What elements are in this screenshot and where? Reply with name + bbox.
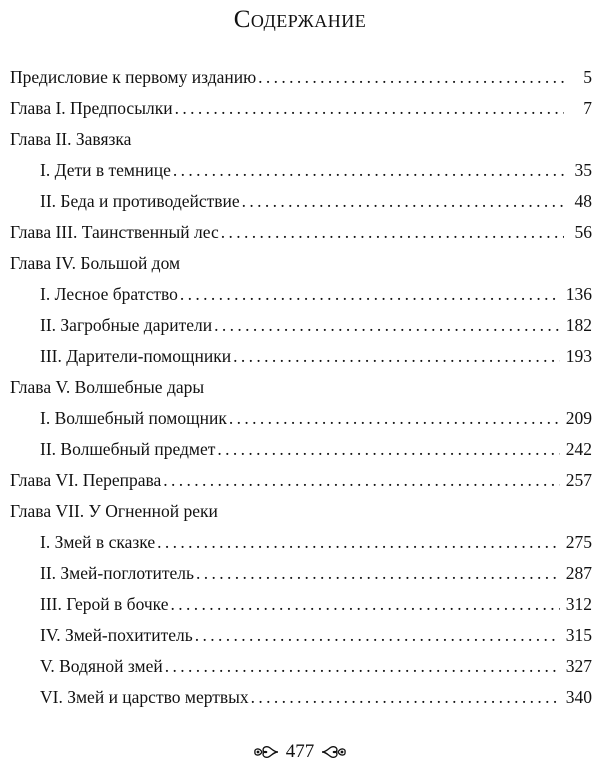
toc-entry-label: II. Загробные дарители	[40, 315, 213, 335]
toc-entry-page: 136	[565, 284, 592, 304]
toc-entry-label: III. Герой в бочке	[40, 594, 169, 614]
toc-entry-page: 5	[583, 67, 592, 87]
page-number: 477	[285, 741, 315, 762]
toc-entry-label: II. Волшебный предмет	[40, 439, 216, 459]
dot-leader	[180, 279, 560, 309]
toc-entry-page: 35	[574, 160, 592, 180]
toc-entry	[40, 527, 592, 557]
toc-entry-label: Глава IV. Большой дом	[10, 253, 181, 273]
toc-entry	[40, 341, 592, 371]
toc-entry	[10, 372, 592, 402]
toc-entry	[40, 589, 592, 619]
toc-entry	[40, 186, 592, 216]
toc-entry-page: 315	[565, 625, 592, 645]
dot-leader	[173, 155, 564, 185]
toc-entry-label: I. Лесное братство	[40, 284, 178, 304]
toc-entry-label: III. Дарители-помощники	[40, 346, 232, 366]
toc-entry-label: Глава III. Таинственный лес	[10, 222, 219, 242]
dot-leader	[217, 434, 559, 464]
toc-entry-label: Глава VII. У Огненной реки	[10, 501, 218, 521]
toc-entry	[10, 248, 592, 278]
dot-leader	[175, 93, 564, 123]
dot-leader	[221, 217, 564, 247]
toc-entry	[40, 620, 592, 650]
toc-entry	[40, 682, 592, 712]
dot-leader	[233, 341, 560, 371]
toc-entry-page: 275	[565, 532, 592, 552]
toc-entry-page: 257	[565, 470, 592, 490]
toc-entry-page: 56	[574, 222, 592, 242]
toc-entry-page: 48	[574, 191, 592, 211]
toc-entry	[10, 124, 592, 154]
toc-entry-label: I. Змей в сказке	[40, 532, 156, 552]
page-title: Содержание	[233, 6, 367, 33]
toc-entry	[10, 62, 592, 92]
toc-entry-label: V. Водяной змей	[40, 656, 163, 676]
toc-entry	[40, 155, 592, 185]
toc-entry-page: 7	[583, 98, 592, 118]
toc-entry	[10, 465, 592, 495]
page-footer	[0, 736, 600, 768]
toc-entry	[40, 310, 592, 340]
toc-entry-page: 327	[565, 656, 592, 676]
toc-entry	[40, 434, 592, 464]
toc-entry-label: VI. Змей и царство мертвых	[40, 687, 249, 707]
toc-entry-label: Глава V. Волшебные дары	[10, 377, 205, 397]
dot-leader	[251, 682, 560, 712]
toc-entry-label: II. Змей-поглотитель	[40, 563, 195, 583]
dot-leader	[163, 465, 559, 495]
dot-leader	[229, 403, 560, 433]
toc-entry	[40, 558, 592, 588]
right-ornament-icon	[320, 741, 348, 763]
toc-entry-label: IV. Змей-похититель	[40, 625, 193, 645]
toc-entry	[40, 403, 592, 433]
dot-leader	[165, 651, 560, 681]
toc-entry-page: 340	[565, 687, 592, 707]
dot-leader	[196, 558, 560, 588]
toc-entry-page: 242	[565, 439, 592, 459]
dot-leader	[157, 527, 560, 557]
toc-entry-page: 209	[565, 408, 592, 428]
left-ornament-icon	[252, 741, 280, 763]
dot-leader	[242, 186, 564, 216]
toc-entry-label: II. Беда и противодействие	[40, 191, 240, 211]
toc-entry-label: Глава I. Предпосылки	[10, 98, 173, 118]
toc-entry	[10, 217, 592, 247]
toc-entry-page: 287	[565, 563, 592, 583]
toc-entry	[10, 496, 592, 526]
toc-entry-page: 193	[565, 346, 592, 366]
dot-leader	[258, 62, 564, 92]
toc-entry-label: I. Дети в темнице	[40, 160, 171, 180]
toc-entry	[40, 651, 592, 681]
toc-entry	[10, 93, 592, 123]
toc-entry-page: 182	[565, 315, 592, 335]
toc-entry-page: 312	[565, 594, 592, 614]
toc-entry	[40, 279, 592, 309]
dot-leader	[214, 310, 560, 340]
dot-leader	[171, 589, 560, 619]
toc-entry-label: I. Волшебный помощник	[40, 408, 227, 428]
toc-entry-label: Предисловие к первому изданию	[10, 67, 257, 87]
dot-leader	[195, 620, 560, 650]
toc-entry-label: Глава VI. Переправа	[10, 470, 162, 490]
toc-entry-label: Глава II. Завязка	[10, 129, 132, 149]
